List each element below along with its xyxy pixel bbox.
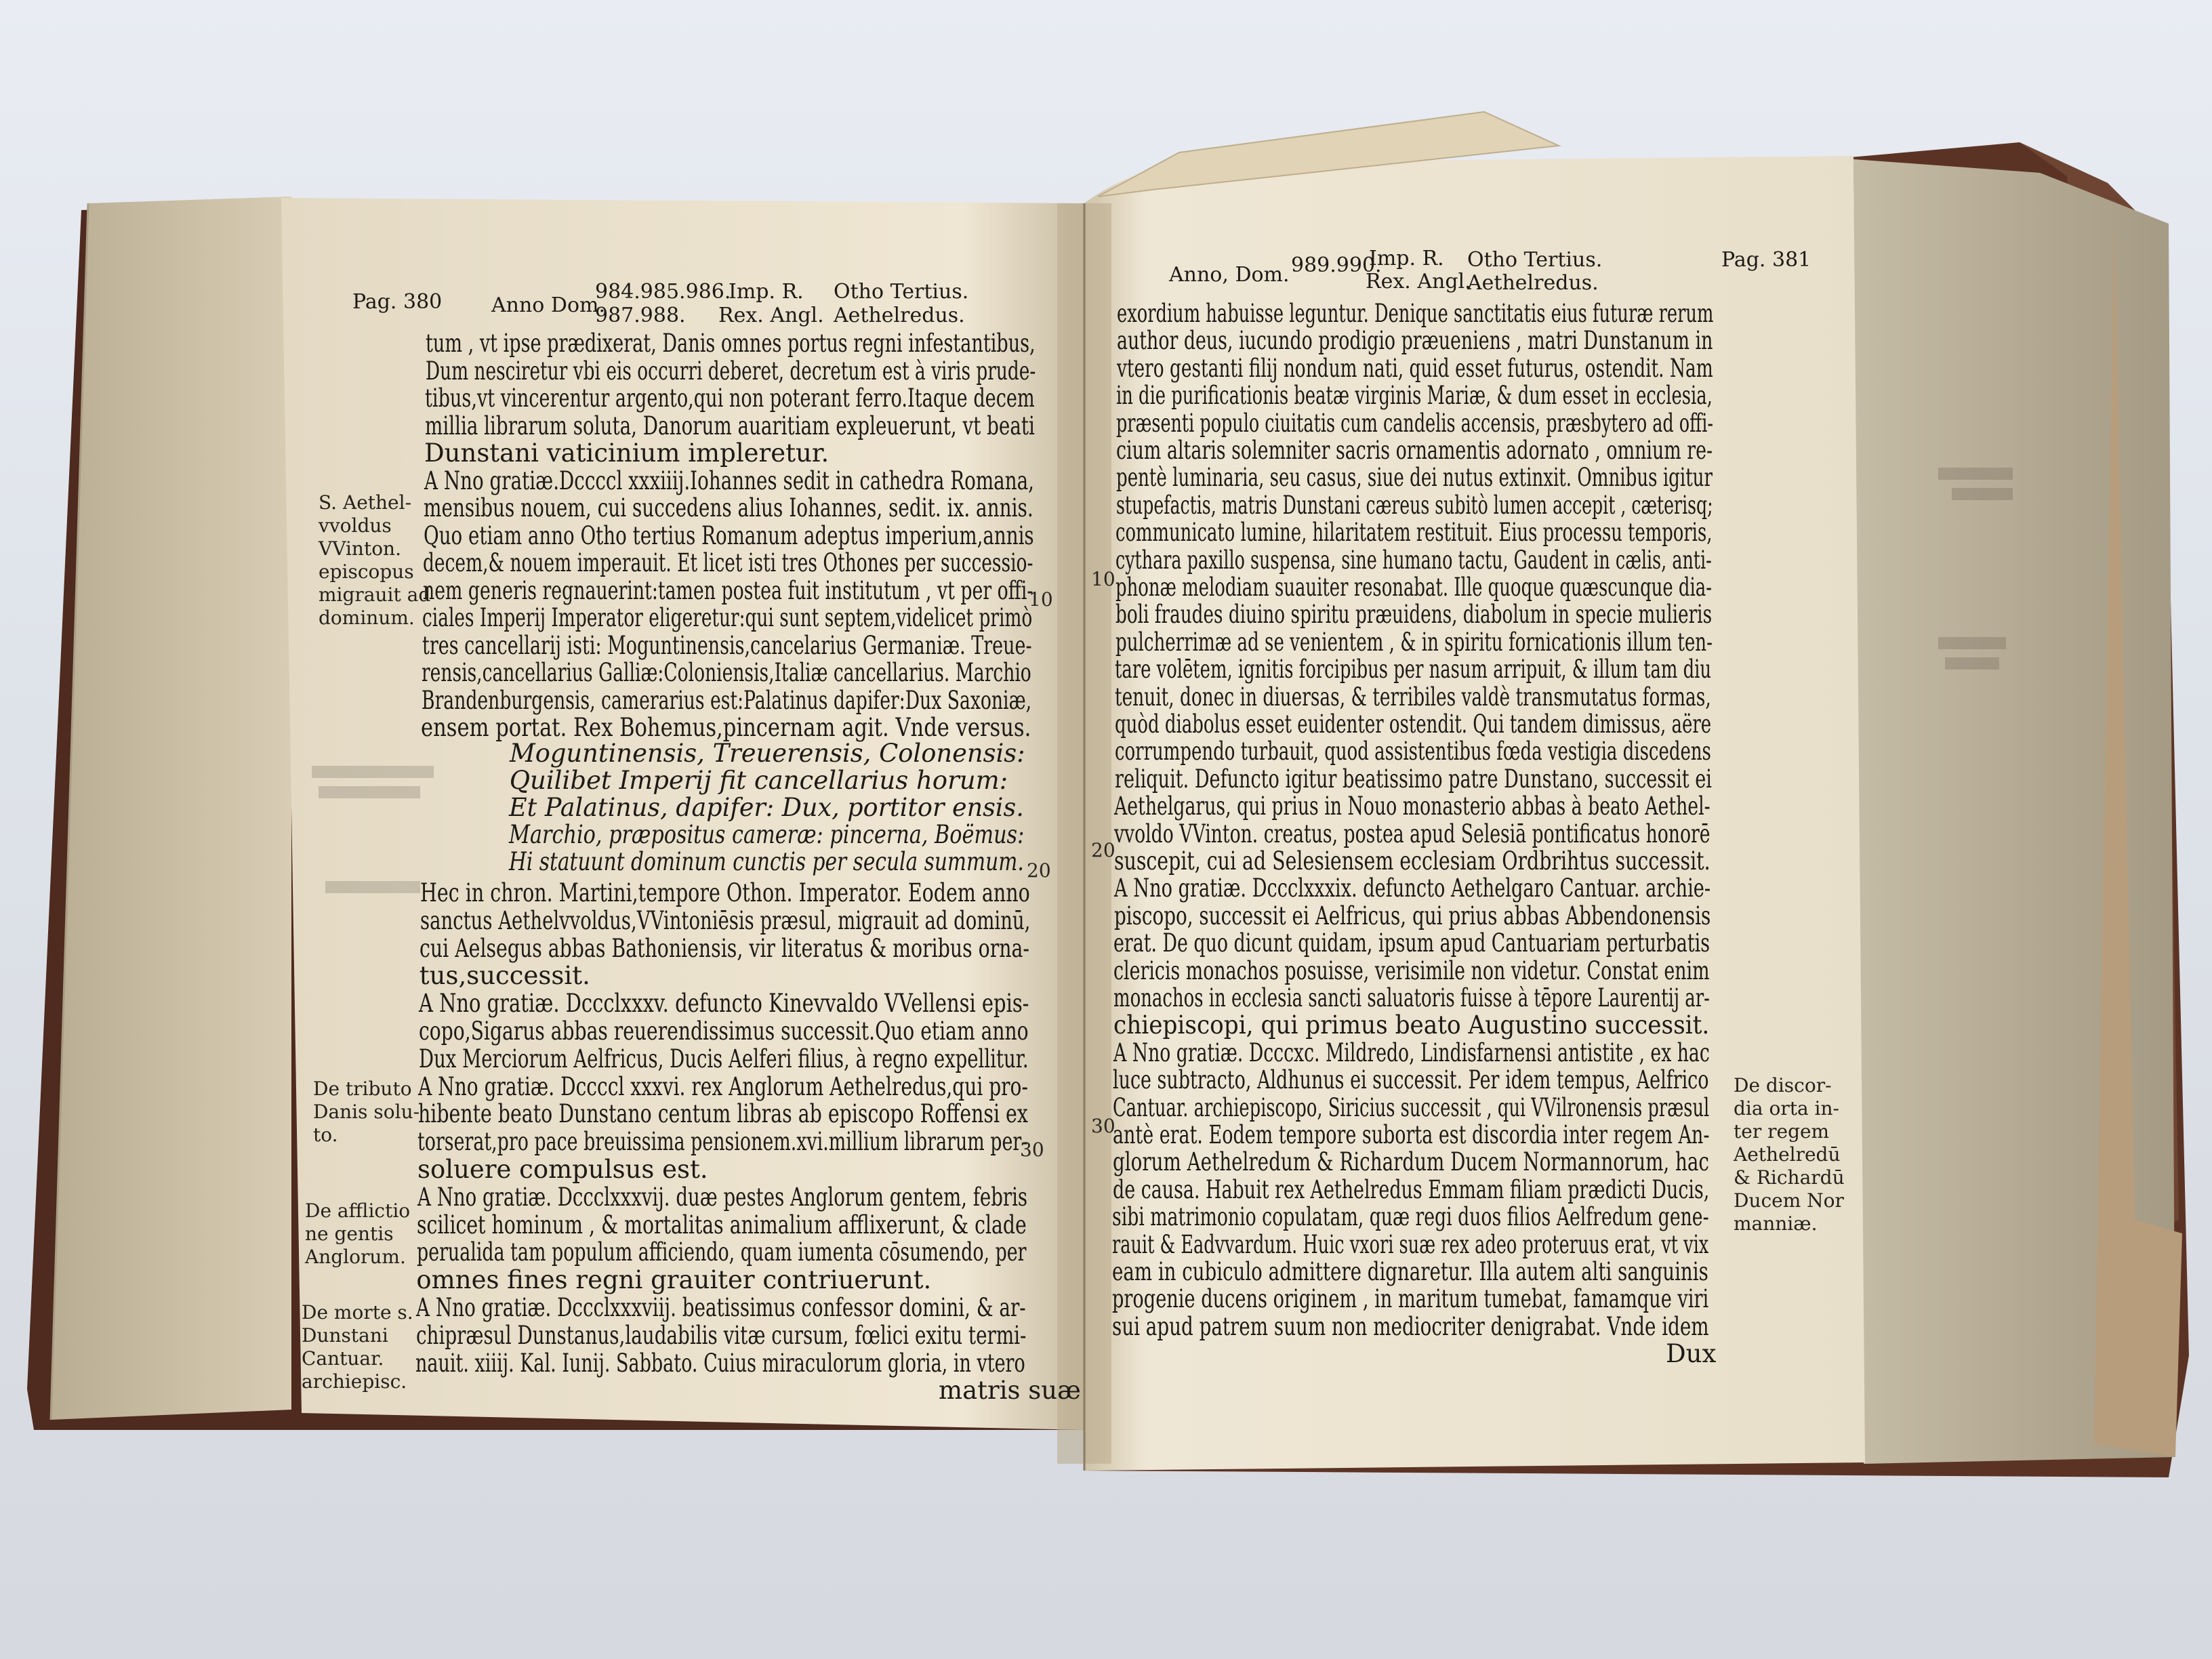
text-line: nauit. xiiij. Kal. Iunij. Sabbato. Cuius miraculorum gloria, in vtero — [415, 1348, 1025, 1378]
text-line: tres cancellarij isti: Moguntinensis,cancelarius Germaniæ. Treue- — [422, 630, 1032, 660]
text-line: præsenti populo ciuitatis cum candelis accensis, præsbytero ad offi- — [1116, 408, 1714, 438]
text-line: decem,& nouem imperauit. Et licet isti tres Othones per successio- — [423, 548, 1033, 577]
text-line: millia librarum soluta, Danorum auaritiam expleuerunt, vt beati — [424, 411, 1035, 441]
text-line: quòd diabolus esset euidenter ostendit. Qui tandem dimissus, aëre — [1115, 710, 1712, 739]
text-line: hibente beato Dunstano centum libras ab episcopo Roffensi ex — [417, 1099, 1028, 1129]
text-line: Quilibet Imperij fit cancellarius horum: — [509, 766, 1008, 795]
text-line: glorum Aethelredum & Richardum Ducem Normannorum, hac — [1112, 1147, 1709, 1177]
text-line: rensis,cancellarius Galliæ:Coloniensis,Italiæ cancellarius. Marchio — [422, 658, 1031, 687]
text-line: cythara paxillo suspensa, sine humano tactu, Gaudent in cælis, anti- — [1115, 545, 1712, 575]
text-line: tenuit, donec in diuersas, & terribiles valdè transmutatus formas, — [1115, 682, 1711, 712]
text-line: Hi statuunt dominum cunctis per secula summum. — [508, 847, 1024, 876]
text-line: Aethelgarus, qui prius in Nouo monasterio abbas à beato Aethel- — [1114, 792, 1711, 821]
text-line: Dum nesciretur vbi eis occurri deberet, decretum est à viris prude- — [425, 356, 1036, 386]
text-line: erat. De quo dicunt quidam, ipsum apud Cantuariam perturbatis — [1113, 928, 1711, 958]
text-line: Dunstani vaticinium impleretur. — [424, 438, 830, 468]
text-line: sibi matrimonio copulatam, quæ regi duos filios Aelfredum gene- — [1112, 1202, 1710, 1232]
text-line: perualida tam populum afficiendo, quam iumenta cōsumendo, per — [416, 1237, 1027, 1267]
text-line: ciales Imperij Imperator eligeretur:qui sunt septem,videlicet primò — [422, 603, 1033, 632]
left-running-head-ruler-top: Otho Tertius. — [834, 280, 969, 304]
text-line: pentè luminaria, seu casus, siue dei nutus extinxit. Omnibus igitur — [1115, 463, 1713, 493]
margin-note-afflictione: De afflictio ne gentis Anglorum. — [305, 1200, 411, 1268]
left-running-head-title-top: Imp. R. — [729, 280, 804, 304]
right-page-number: Pag. 381 — [1721, 248, 1811, 272]
right-running-head-title-bottom: Rex. Angl. — [1366, 270, 1471, 293]
margin-note-aethelvvoldus: S. Aethel- vvoldus VVinton. episcopus migrauit ad dominum. — [319, 491, 431, 629]
left-page-number: Pag. 380 — [352, 290, 443, 314]
left-line-number-10: 10 — [1029, 588, 1053, 611]
left-line-number-20: 20 — [1027, 859, 1051, 882]
text-line: Cantuar. archiepiscopo, Siricius successit , qui VVilronensis præsul — [1113, 1092, 1710, 1122]
left-running-head-ruler-bottom: Aethelredus. — [834, 304, 965, 327]
text-line: monachos in ecclesia sancti saluatoris fuisse à tēpore Laurentij ar- — [1113, 983, 1710, 1012]
text-line: tare volētem, ignitis forcipibus per nasum arripuit, & illum tam diu — [1115, 655, 1712, 684]
text-line: tum , vt ipse prædixerat, Danis omnes portus regni infestantibus, — [426, 329, 1036, 358]
text-line: boli fraudes diuino spiritu præuidens, diabolum in specie mulieris — [1115, 600, 1712, 630]
text-line: A Nno gratiæ. Dcccxc. Mildredo, Lindisfarnensi antistite , ex hac — [1113, 1038, 1710, 1067]
text-line: soluere compulsus est. — [417, 1155, 708, 1184]
text-line: chiepiscopi, qui primus beato Augustino successit. — [1113, 1010, 1710, 1040]
right-line-number-10: 10 — [1091, 568, 1115, 590]
text-line: antè erat. Eodem tempore suborta est discordia inter regem An- — [1113, 1120, 1710, 1149]
text-line: suscepit, cui ad Selesiensem ecclesiam Ordbrihtus successit. — [1114, 846, 1711, 876]
text-line: vvoldo VVinton. creatus, postea apud Selesiā pontificatus honorē — [1114, 819, 1711, 848]
margin-note-discordia: De discor- dia orta in- ter regem Aethelredū & Richardū Ducem Nor manniæ. — [1734, 1074, 1845, 1235]
left-running-head-title-bottom: Rex. Angl. — [718, 304, 824, 327]
text-line: Et Palatinus, dapifer: Dux, portitor ensis. — [509, 793, 1025, 822]
text-line: phonæ melodiam suauiter resonabat. Ille quoque quæscunque dia- — [1115, 573, 1712, 602]
right-line-number-20: 20 — [1091, 839, 1115, 861]
text-line: de causa. Habuit rex Aethelredus Emmam filiam prædicti Ducis, — [1112, 1174, 1709, 1204]
text-line: piscopo, successit ei Aelfricus, qui prius abbas Abbendonensis — [1113, 901, 1711, 930]
text-line: torserat,pro pace breuissima pensionem.xvi.millium librarum per- — [417, 1127, 1028, 1157]
text-line: A Nno gratiæ.Dccccl xxxiiij.Iohannes sedit in cathedra Romana, — [424, 466, 1034, 495]
text-line: A Nno gratiæ. Dccclxxxix. defuncto Aethelgaro Cantuar. archie- — [1113, 874, 1711, 903]
text-line: tus,successit. — [419, 961, 590, 991]
text-line: Hec in chron. Martini,tempore Othon. Imperator. Eodem anno — [420, 878, 1030, 907]
text-line: ensem portat. Rex Bohemus,pincernam agit. Vnde versus. — [421, 713, 1031, 742]
text-line: omnes fines regni grauiter contriuerunt. — [416, 1265, 932, 1295]
text-line: scilicet hominum , & mortalitas animalium afflixerunt, & clade — [417, 1210, 1027, 1240]
text-line: nem generis regnauerint:tamen postea fuit institutum , vt per offi- — [422, 575, 1033, 605]
text-line: author deus, iucundo prodigio præueniens , matri Dunstanum in — [1116, 326, 1713, 356]
right-running-head-title-top: Imp. R. — [1369, 247, 1444, 270]
text-line: pulcherrimæ ad se venientem , & in spiritu fornicationis illum ten- — [1115, 627, 1713, 657]
text-line: Quo etiam anno Otho tertius Romanum adeptus imperium,annis — [423, 520, 1034, 550]
text-line: stupefactis, matris Dunstani cæreus subitò lumen accepit , cæterisq; — [1115, 490, 1713, 520]
text-line: eam in cubiculo admittere dignaretur. Illa autem alti sanguinis — [1112, 1257, 1708, 1286]
left-running-head-years-bottom: 987.988. — [595, 304, 686, 327]
text-line: sanctus Aethelvvoldus,VVintoniēsis præsul, migrauit ad dominū, — [419, 905, 1030, 935]
text-line: matris suæ — [939, 1376, 1081, 1406]
right-running-head-ruler-top: Otho Tertius. — [1467, 248, 1603, 272]
right-running-head-years-top: 989.990. — [1291, 253, 1382, 277]
text-line: A Nno gratiæ. Dccclxxxviij. beatissimus confessor domini, & ar- — [416, 1293, 1026, 1322]
margin-note-morte-dunstani: De morte s. Dunstani Cantuar. archiepisc. — [302, 1301, 413, 1393]
text-line: Dux Merciorum Aelfricus, Ducis Aelferi filius, à regno expellitur. — [418, 1044, 1029, 1073]
left-running-head-anno: Anno Dom. — [491, 293, 606, 317]
text-line: reliquit. Defuncto igitur beatissimo patre Dunstano, successit ei — [1114, 764, 1712, 794]
text-line: luce subtracto, Aldhunus ei successit. Per idem tempus, Aelfrico — [1113, 1065, 1709, 1095]
text-line: clericis monachos posuisse, verisimile non videtur. Constat enim — [1113, 956, 1710, 985]
text-line: sui apud patrem suum non mediocriter denigrabat. Vnde idem — [1111, 1311, 1709, 1341]
text-line: in die purificationis beatæ virginis Mariæ, & dum esset in ecclesia, — [1116, 381, 1713, 411]
text-line: cui Aelsegus abbas Bathoniensis, vir literatus & moribus orna- — [419, 933, 1030, 963]
text-line: communicato lumine, hilaritatem restituit. Eius processu temporis, — [1115, 518, 1713, 548]
text-line: A Nno gratiæ. Dccccl xxxvi. rex Anglorum Aethelredus,qui pro- — [418, 1071, 1029, 1101]
text-line: Moguntinensis, Treuerensis, Colonensis: — [510, 739, 1025, 768]
text-line: corrumpendo turbauit, quod assistentibus fœda vestigia discedens — [1114, 737, 1711, 766]
left-line-number-30: 30 — [1020, 1139, 1044, 1161]
text-line: A Nno gratiæ. Dccclxxxvij. duæ pestes Anglorum gentem, febris — [417, 1182, 1027, 1212]
text-line: progenie ducens originem , in maritum tumebat, famamque viri — [1111, 1284, 1708, 1314]
text-line: mensibus nouem, cui succedens alius Iohannes, sedit. ix. annis. — [424, 493, 1033, 523]
text-line: A Nno gratiæ. Dccclxxxv. defuncto Kinevvaldo VVellensi epis- — [419, 989, 1029, 1019]
margin-note-tributo: De tributo Danis solu- to. — [313, 1078, 420, 1146]
text-line: Dux — [1666, 1339, 1717, 1369]
text-line: copo,Sigarus abbas reuerendissimus successit.Quo etiam anno — [419, 1017, 1029, 1046]
text-line: exordium habuisse leguntur. Denique sanctitatis eius futuræ rerum — [1117, 299, 1714, 328]
text-line: rauit & Eadvvardum. Huic vxori suæ rex adeo proteruus erat, vt vix — [1112, 1229, 1709, 1259]
text-line: Marchio, præpositus cameræ: pincerna, Boëmus: — [509, 820, 1025, 849]
right-running-head-anno: Anno, Dom. — [1169, 263, 1290, 287]
text-line: chipræsul Dunstanus,laudabilis vitæ cursum, fœlici exitu termi- — [415, 1320, 1027, 1350]
text-line: vtero gestanti filij nondum nati, quid esset futurus, ostendit. Nam — [1116, 353, 1713, 383]
left-running-head-years-top: 984.985.986. — [595, 280, 731, 304]
right-line-number-30: 30 — [1091, 1115, 1115, 1137]
text-line: cium altaris solemniter sacris ornamentis adornato , omnium re- — [1116, 436, 1713, 465]
text-line: tibus,vt vincerentur argento,qui non poterant ferro.Itaque decem — [425, 384, 1035, 413]
text-line: Brandenburgensis, camerarius est:Palatinus dapifer:Dux Saxoniæ, — [421, 685, 1031, 715]
right-running-head-ruler-bottom: Aethelredus. — [1467, 271, 1599, 295]
